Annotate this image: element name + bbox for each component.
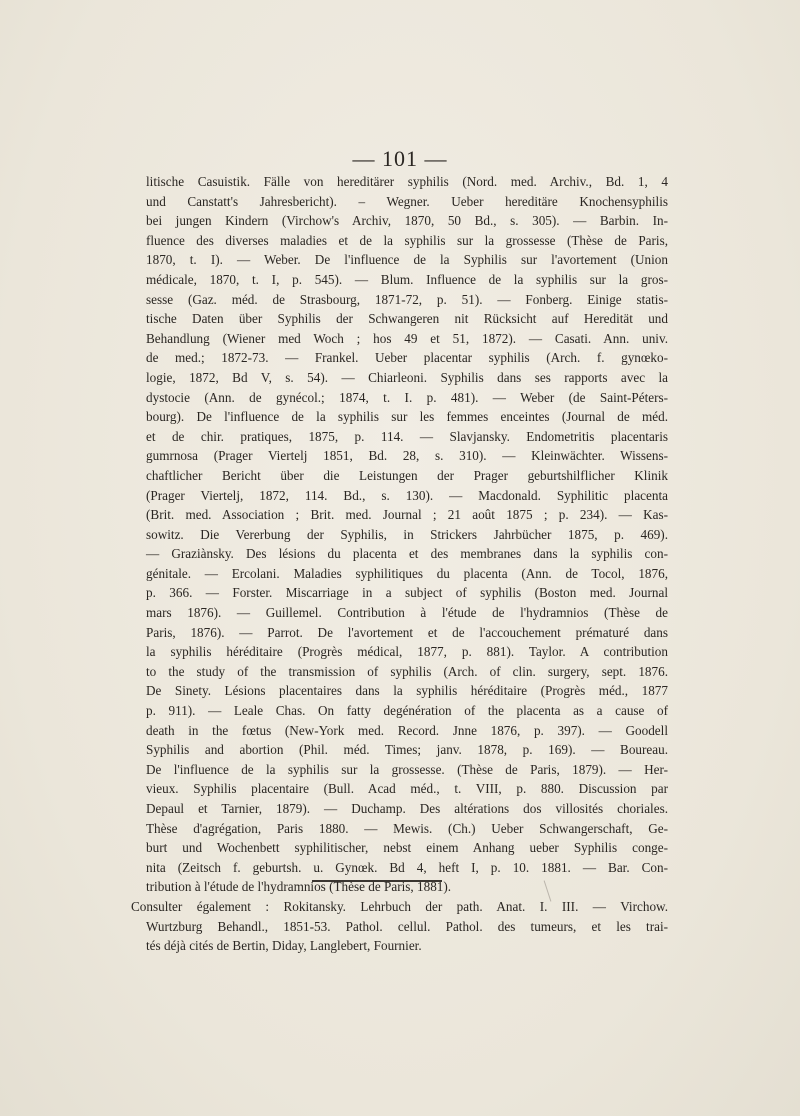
- bibliography-text: [131, 172, 668, 956]
- text-line: tribution à l'étude de l'hydramnios (Thèse de Paris, 1881).: [146, 879, 452, 895]
- text-line: death in the fœtus (New-York med. Record. Jnne 1876, p. 397). — Goodell: [146, 722, 668, 738]
- text-line: Wurtzburg Behandl., 1851-53. Pathol. cellul. Pathol. des tumeurs, et les trai-: [146, 918, 668, 934]
- text-line: nita (Zeitsch f. geburtsh. u. Gynœk. Bd 4, heft I, p. 10. 1881. — Bar. Con-: [146, 859, 668, 875]
- text-line: De Sinety. Lésions placentaires dans la syphilis héréditaire (Progrès méd., 1877: [146, 683, 668, 699]
- text-line: (Prager Viertelj, 1872, 114. Bd., s. 130). — Macdonald. Syphilitic placenta: [146, 487, 668, 503]
- text-line: und Canstatt's Jahresbericht). – Wegner. Ueber hereditäre Knochensyphilis: [146, 193, 668, 209]
- text-line: — Graziànsky. Des lésions du placenta et des membranes dans la syphilis con-: [146, 546, 668, 562]
- text-line: bourg). De l'influence de la syphilis sur les femmes enceintes (Journal de méd.: [146, 409, 668, 425]
- text-line: tés déjà cités de Bertin, Diday, Langlebert, Fournier.: [146, 938, 422, 954]
- section-divider: [312, 880, 442, 882]
- text-line: 1870, t. I). — Weber. De l'influence de la Syphilis sur l'avortement (Union: [146, 252, 668, 268]
- text-line: sowitz. Die Vererbung der Syphilis, in Strickers Jahrbücher 1875, p. 469).: [146, 526, 668, 542]
- text-line: De l'influence de la syphilis sur la grossesse. (Thèse de Paris, 1879). — Her-: [146, 761, 668, 777]
- text-line: bei jungen Kindern (Virchow's Archiv, 1870, 50 Bd., s. 305). — Barbin. In-: [146, 213, 668, 229]
- text-line: la syphilis héréditaire (Progrès médical, 1877, p. 881). Taylor. A contribution: [146, 644, 668, 660]
- text-line: logie, 1872, Bd V, s. 54). — Chiarleoni. Syphilis dans ses rapports avec la: [146, 369, 668, 385]
- text-line: Thèse d'agrégation, Paris 1880. — Mewis. (Ch.) Ueber Schwangerschaft, Ge-: [146, 820, 668, 836]
- text-line: génitale. — Ercolani. Maladies syphilitiques du placenta (Ann. de Tocol, 1876,: [146, 565, 668, 581]
- text-line: gumrnosa (Prager Viertelj 1851, Bd. 28, s. 310). — Kleinwächter. Wissens-: [146, 448, 668, 464]
- text-line: Consulter également : Rokitansky. Lehrbuch der path. Anat. I. III. — Virchow.: [131, 898, 668, 914]
- text-line: to the study of the transmission of syphilis (Arch. of clin. surgery, sept. 1876.: [146, 663, 668, 679]
- text-line: et de chir. pratiques, 1875, p. 114. — Slavjansky. Endometritis placentaris: [146, 428, 668, 444]
- text-line: p. 366. — Forster. Miscarriage in a subject of syphilis (Boston med. Journal: [146, 585, 668, 601]
- text-line: médicale, 1870, t. I, p. 545). — Blum. Influence de la syphilis sur la gros-: [146, 271, 668, 287]
- text-line: chaftlicher Bericht über die Leistungen der Prager geburtshilflicher Klinik: [146, 467, 668, 483]
- text-line: litische Casuistik. Fälle von hereditärer syphilis (Nord. med. Archiv., Bd. 1, 4: [146, 174, 668, 189]
- text-line: mars 1876). — Guillemel. Contribution à l'étude de l'hydramnios (Thèse de: [146, 605, 668, 621]
- text-line: Paris, 1876). — Parrot. De l'avortement et de l'accouchement prématuré dans: [146, 624, 668, 640]
- text-line: Syphilis and abortion (Phil. méd. Times; janv. 1878, p. 169). — Boureau.: [146, 742, 668, 758]
- text-line: Depaul et Tarnier, 1879). — Duchamp. Des altérations dos villosités choriales.: [146, 801, 668, 816]
- text-line: tische Daten über Syphilis der Schwangeren nit Rücksicht auf Heredität und: [146, 311, 668, 327]
- text-line: p. 911). — Leale Chas. On fatty degénération of the placenta as a cause of: [146, 703, 668, 719]
- text-line: Behandlung (Wiener med Woch ; hos 49 et 51, 1872). — Casati. Ann. univ.: [146, 330, 668, 346]
- text-line: burt und Wochenbett syphilitischer, nebst einem Anhang ueber Syphilis conge-: [146, 840, 668, 856]
- page-number: — 101 —: [352, 146, 448, 171]
- text-line: dystocie (Ann. de gynécol.; 1874, t. I. p. 481). — Weber (de Saint-Péters-: [146, 389, 668, 405]
- text-line: sesse (Gaz. méd. de Strasbourg, 1871-72, p. 51). — Fonberg. Einige statis-: [146, 291, 668, 307]
- text-line: fluence des diverses maladies et de la syphilis sur la grossesse (Thèse de Paris,: [146, 232, 668, 248]
- text-line: vieux. Syphilis placentaire (Bull. Acad méd., t. VIII, p. 880. Discussion par: [146, 781, 668, 797]
- text-line: de med.; 1872-73. — Frankel. Ueber placentar syphilis (Arch. f. gynœko-: [146, 350, 668, 366]
- text-line: (Brit. med. Association ; Brit. med. Journal ; 21 août 1875 ; p. 234). — Kas-: [146, 507, 668, 523]
